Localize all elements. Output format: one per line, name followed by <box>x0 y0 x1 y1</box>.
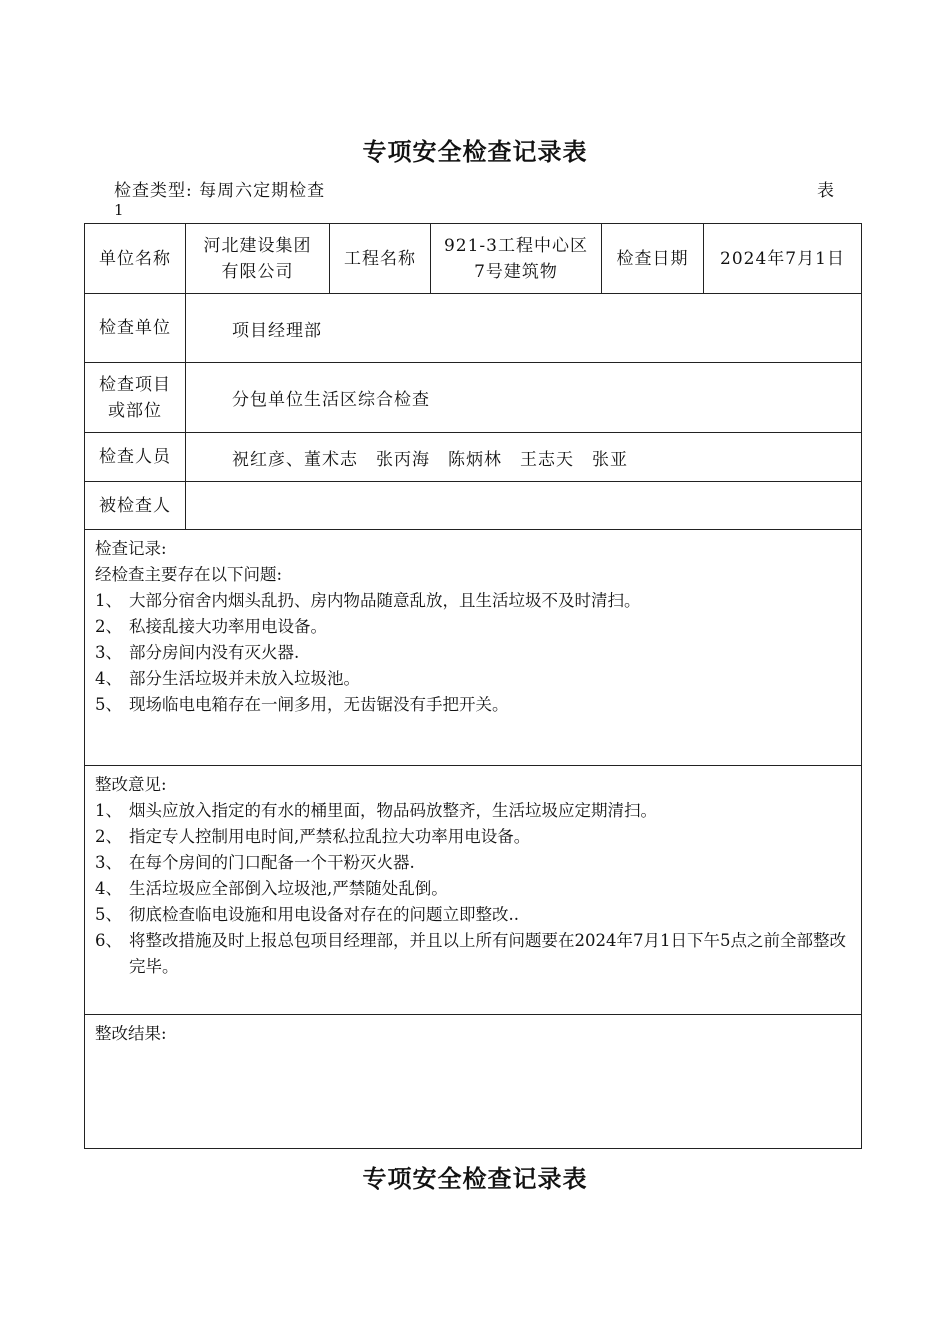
row-inspecting-unit <box>85 294 862 363</box>
project-name-line2: 7号建筑物 <box>474 261 558 282</box>
item-text: 彻底检查临电设施和用电设备对存在的问题立即整改.. <box>129 905 519 924</box>
inspection-date-value: 2024年7月1日 <box>704 224 862 294</box>
row-inspectee <box>85 482 862 530</box>
list-item <box>95 798 861 824</box>
row-basic-info <box>85 224 862 294</box>
project-name-label: 工程名称 <box>330 224 431 294</box>
item-number: 1、 <box>95 591 122 610</box>
unit-name-line2: 有限公司 <box>221 261 294 282</box>
list-item <box>95 928 861 980</box>
record-list <box>95 588 861 718</box>
inspectors-label: 检查人员 <box>85 433 186 482</box>
list-item <box>95 824 861 850</box>
project-name-value <box>431 224 602 294</box>
row-rectification <box>85 766 862 1015</box>
item-text: 部分生活垃圾并未放入垃圾池。 <box>129 669 360 688</box>
record-heading: 检查记录: <box>95 539 167 558</box>
rectification-section <box>85 766 862 1015</box>
result-heading: 整改结果: <box>95 1024 167 1043</box>
inspection-form-table <box>84 223 862 1149</box>
project-name-line1: 921-3工程中心区 <box>443 235 588 256</box>
item-number: 6、 <box>95 931 122 950</box>
inspecting-unit-label: 检查单位 <box>85 294 186 363</box>
item-text: 指定专人控制用电时间,严禁私拉乱拉大功率用电设备。 <box>129 827 531 846</box>
inspection-record-section <box>85 530 862 766</box>
rectification-heading: 整改意见: <box>95 775 167 794</box>
row-inspection-record <box>85 530 862 766</box>
inspection-type-value: 每周六定期检查 <box>199 181 326 201</box>
item-text: 私接乱接大功率用电设备。 <box>129 617 327 636</box>
list-item <box>95 692 861 718</box>
inspectee-value <box>186 482 862 530</box>
list-item <box>95 666 861 692</box>
row-rectification-result <box>85 1015 862 1149</box>
inspection-type-label: 检查类型 <box>114 181 186 201</box>
table-label: 表 <box>817 181 834 201</box>
item-number: 2、 <box>95 827 122 846</box>
item-number: 5、 <box>95 695 122 714</box>
list-item <box>95 640 861 666</box>
item-number: 2、 <box>95 617 122 636</box>
inspectors-value: 祝红彦、董术志 张丙海 陈炳林 王志天 张亚 <box>186 433 862 482</box>
inspectee-label: 被检查人 <box>85 482 186 530</box>
inspection-item-label-line2: 或部位 <box>108 400 162 421</box>
rectification-result-section <box>85 1015 862 1149</box>
row-inspection-item <box>85 363 862 433</box>
record-intro: 经检查主要存在以下问题: <box>95 565 283 584</box>
item-text: 在每个房间的门口配备一个干粉灭火器. <box>129 853 415 872</box>
item-number: 4、 <box>95 879 122 898</box>
rectification-list <box>95 798 861 980</box>
item-text: 生活垃圾应全部倒入垃圾池,严禁随处乱倒。 <box>129 879 448 898</box>
item-number: 3、 <box>95 853 122 872</box>
inspection-date-label: 检查日期 <box>602 224 704 294</box>
item-text: 烟头应放入指定的有水的桶里面，物品码放整齐，生活垃圾应定期清扫。 <box>129 801 657 820</box>
item-text: 部分房间内没有灭火器. <box>129 643 300 662</box>
item-number: 3、 <box>95 643 122 662</box>
list-item <box>95 876 861 902</box>
item-number: 4、 <box>95 669 122 688</box>
list-item <box>95 902 861 928</box>
unit-name-value <box>186 224 330 294</box>
item-text: 现场临电电箱存在一闸多用，无齿锯没有手把开关。 <box>129 695 509 714</box>
item-number: 5、 <box>95 905 122 924</box>
page-title: 专项安全检查记录表 <box>362 138 588 166</box>
unit-name-label: 单位名称 <box>85 224 186 294</box>
list-item <box>95 588 861 614</box>
item-text: 大部分宿舍内烟头乱扔、房内物品随意乱放，且生活垃圾不及时清扫。 <box>129 591 641 610</box>
inspection-type: 检查类型: 每周六定期检查 <box>114 181 326 201</box>
list-item <box>95 614 861 640</box>
row-inspectors <box>85 433 862 482</box>
item-text: 将整改措施及时上报总包项目经理部，并且以上所有问题要在2024年7月1日下午5点之前全部整改完毕。 <box>129 931 846 976</box>
inspection-item-label <box>85 363 186 433</box>
inspection-item-value: 分包单位生活区综合检查 <box>186 363 862 433</box>
table-number: 1 <box>114 201 124 219</box>
list-item <box>95 850 861 876</box>
inspection-item-label-line1: 检查项目 <box>99 374 171 395</box>
footer-title: 专项安全检查记录表 <box>362 1165 588 1193</box>
unit-name-line1: 河北建设集团 <box>203 235 312 256</box>
inspecting-unit-value: 项目经理部 <box>186 294 862 363</box>
item-number: 1、 <box>95 801 122 820</box>
